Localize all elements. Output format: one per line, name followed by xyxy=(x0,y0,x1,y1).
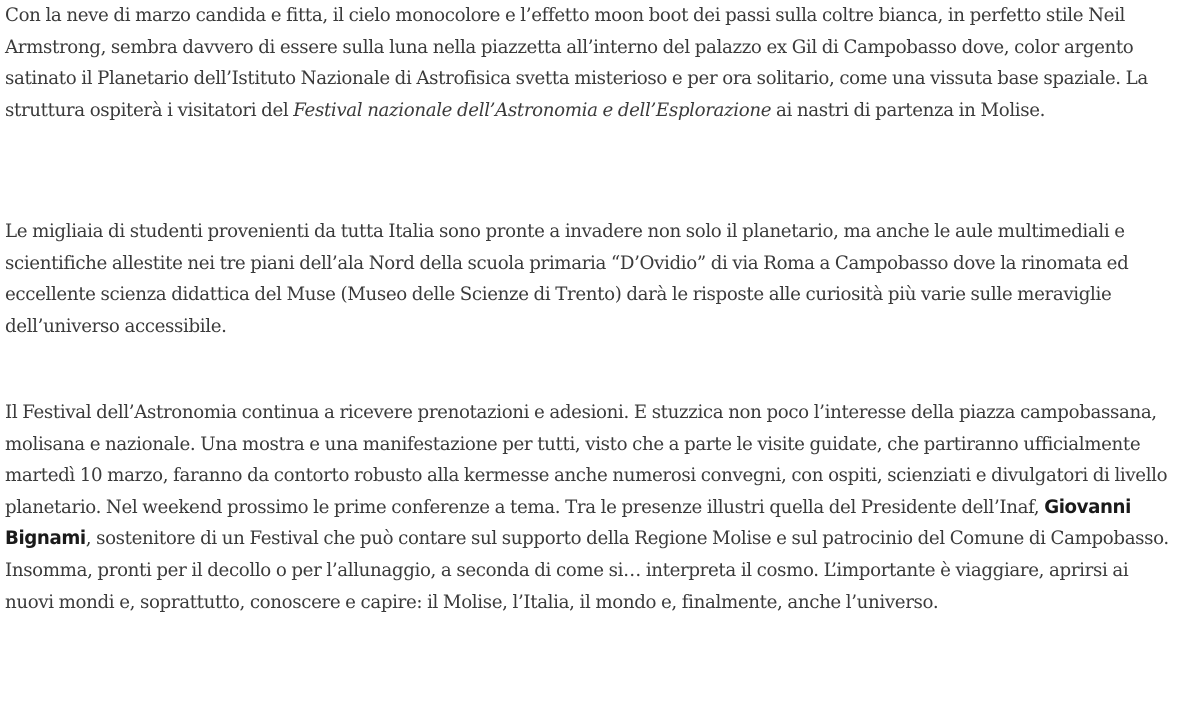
article-paragraph-3 xyxy=(5,397,1181,618)
festival-name-italic: Festival nazionale dell’Astronomia e dell’Esplorazione xyxy=(293,99,772,121)
paragraph-1-text-end: ai nastri di partenza in Molise. xyxy=(771,99,1046,121)
person-name-bold: Giovanni Bignami xyxy=(5,496,1131,550)
paragraph-3-text-end: , sostenitore di un Festival che può contare sul supporto della Regione Molise e sul patrocinio del Comune di Campobasso. Insomma, pronti per il decollo o per l’allunaggio, a seconda di come si… interpreta il cosmo. L’importante è viaggiare, aprirsi ai nuovi mondi e, soprattutto, conoscere e capire: il Molise, l’Italia, il mondo e, finalmente, anche l’universo. xyxy=(5,528,1169,613)
article-paragraph-1 xyxy=(5,0,1181,126)
paragraph-1-text-start: Con la neve di marzo candida e fitta, il cielo monocolore e l’effetto moon boot dei passi sulla coltre bianca, in perfetto stile Neil Armstrong, sembra davvero di essere sulla luna nella piazzetta all’interno del palazzo ex Gil di Campobasso dove, color argento satinato il Planetario dell’Istituto Nazionale di Astrofisica svetta misterioso e per ora solitario, come una vissuta base spaziale. La struttura ospiterà i visitatori del xyxy=(5,5,1148,121)
article-paragraph-2: Le migliaia di studenti provenienti da tutta Italia sono pronte a invadere non solo il planetario, ma anche le aule multimediali e scientifiche allestite nei tre piani dell’ala Nord della scuola primaria “D’Ovidio” di via Roma a Campobasso dove la rinomata ed eccellente scienza didattica del Muse (Museo delle Scienze di Trento) darà le risposte alle curiosità più varie sulle meraviglie dell’universo accessibile. xyxy=(5,221,1129,337)
paragraph-3-text-start: Il Festival dell’Astronomia continua a ricevere prenotazioni e adesioni. E stuzzica non poco l’interesse della piazza campobassana, molisana e nazionale. Una mostra e una manifestazione per tutti, visto che a parte le visite guidate, che partiranno ufficialmente martedì 10 marzo, faranno da contorto robusto alla kermesse anche numerosi convegni, con ospiti, scienziati e divulgatori di livello planetario. Nel weekend prossimo le prime conferenze a tema. Tra le presenze illustri quella del Presidente dell’Inaf, xyxy=(5,402,1168,518)
